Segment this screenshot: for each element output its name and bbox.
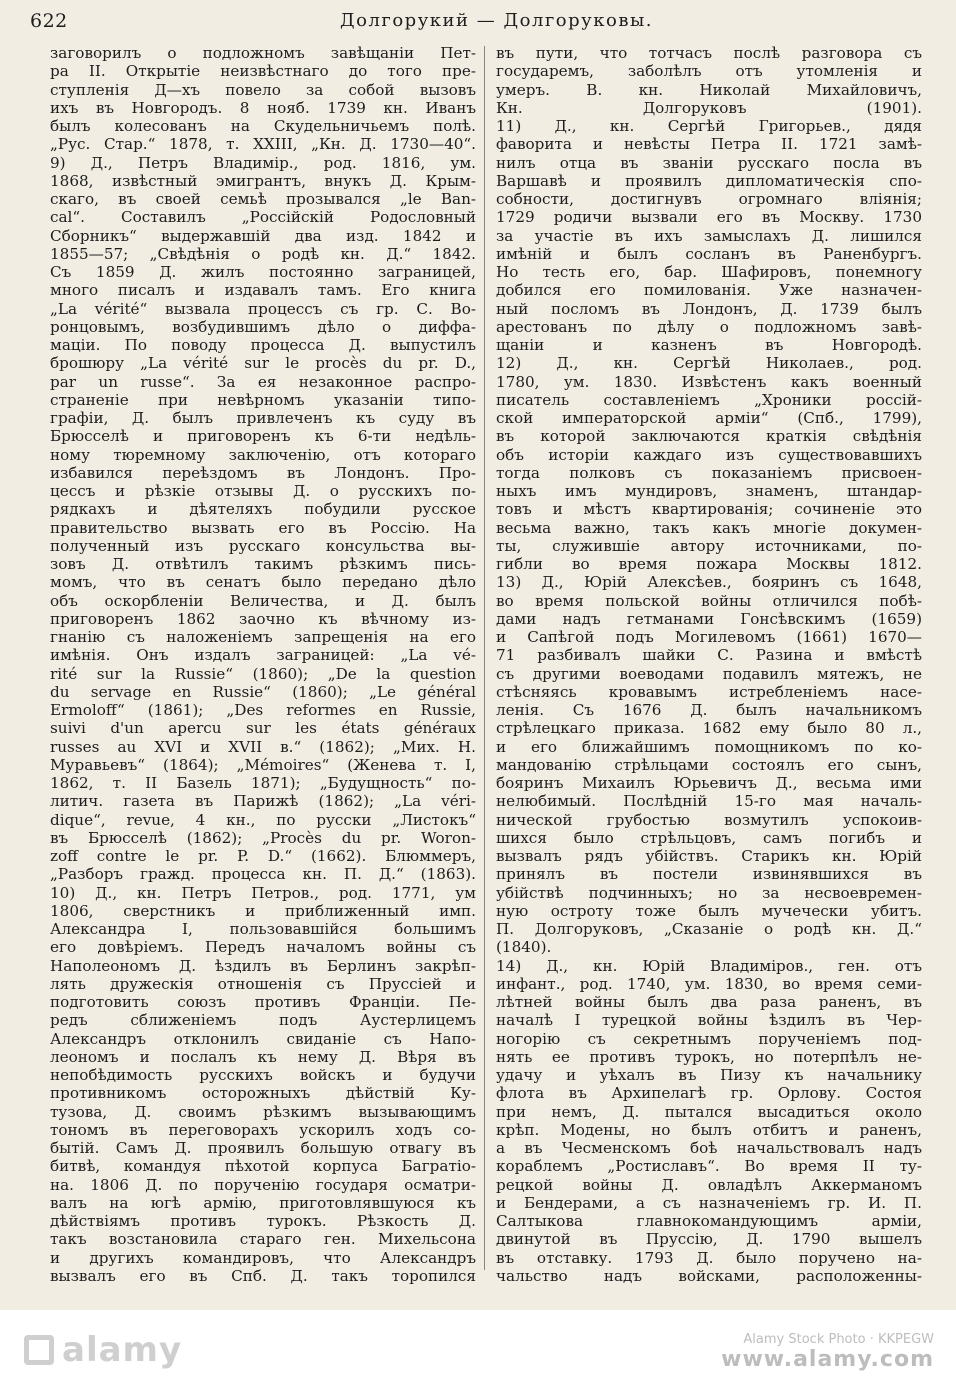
- text-line: „Разборъ гражд. процесса кн. П. Д.“ (1863).: [50, 865, 476, 884]
- text-line: du servage en Russie“ (1860); „Le général: [50, 682, 476, 701]
- running-head: Долгорукий — Долгоруковы.: [340, 10, 654, 31]
- text-line: вызвалъ рядъ убійствъ. Старикъ кн. Юрій: [496, 847, 922, 865]
- text-line: литич. газета въ Парижѣ (1862); „La véri-: [50, 792, 476, 811]
- text-line: добился его помилованія. Уже назначен-: [496, 281, 922, 300]
- text-line: тономъ въ переговорахъ ускорилъ ходъ со-: [50, 1120, 476, 1139]
- text-line: ному тюремному заключенію, отъ котораго: [50, 445, 476, 464]
- text-line: брошюру „La vérité sur le procès du pr. D.,: [50, 354, 476, 373]
- text-line: правительство вызвать его въ Россію. На: [50, 518, 476, 537]
- left-text-column: [50, 44, 476, 1285]
- text-line: 1729 родичи вызвали его въ Москву. 1730: [496, 208, 922, 227]
- text-line: ступленія Д—хъ повело за собой вызовъ: [50, 80, 476, 99]
- watermark-image-id: Alamy Stock Photo · KKPEGW: [743, 1332, 934, 1347]
- text-line: объ оскорбленіи Величества, и Д. былъ: [50, 591, 476, 610]
- text-line: флота въ Архипелагѣ гр. Орлову. Состоя: [496, 1084, 922, 1103]
- text-line: гибли во время пожара Москвы 1812.: [496, 555, 922, 573]
- text-line: леономъ и послалъ къ нему Д. Вѣря въ: [50, 1047, 476, 1066]
- text-line: 10) Д., кн. Петръ Петров., род. 1771, ум: [50, 883, 476, 902]
- text-line: и его ближайшимъ помощникомъ по ко-: [496, 737, 922, 756]
- text-line: въ отставку. 1793 Д. было поручено на-: [496, 1248, 922, 1267]
- right-text-column: [496, 44, 922, 1285]
- text-line: фаворита и невѣсты Петра II. 1721 замѣ-: [496, 135, 922, 154]
- text-line: при немъ, Д. пытался высадиться около: [496, 1102, 922, 1121]
- text-line: товъ и мѣстъ квартированія; сочиненіе это: [496, 500, 922, 519]
- text-line: избавился переѣздомъ въ Лондонъ. Про-: [50, 463, 476, 482]
- text-line: Наполеономъ Д. ѣздилъ въ Берлинъ закрѣп-: [50, 956, 476, 975]
- text-line: маціи. По поводу процесса Д. выпустилъ: [50, 336, 476, 354]
- text-line: 1855—57; „Свѣдѣнія о родѣ кн. Д.“ 1842.: [50, 244, 476, 263]
- text-line: страненіе при невѣрномъ указаніи типо-: [50, 390, 476, 409]
- text-line: Кн. Долгоруковъ (1901).: [496, 98, 922, 117]
- text-line: нилъ отца въ званіи русскаго посла въ: [496, 153, 922, 172]
- text-line: въ которой заключаются краткія свѣдѣнія: [496, 427, 922, 446]
- text-line: а въ Чесменскомъ боѣ начальствовалъ надъ: [496, 1139, 922, 1157]
- text-line: чальство надъ войсками, расположенны-: [496, 1266, 922, 1285]
- text-line: мандованію стрѣльцами состоялъ его сынъ,: [496, 755, 922, 774]
- text-line: писатель составленіемъ „Хроники россій-: [496, 390, 922, 409]
- text-line: полученный изъ русскаго консульства вы-: [50, 536, 476, 555]
- text-line: 1780, ум. 1830. Извѣстенъ какъ военный: [496, 372, 922, 391]
- text-line: удачу и уѣхалъ въ Пизу къ начальнику: [496, 1066, 922, 1084]
- text-line: Варшавѣ и проявилъ дипломатическія спо-: [496, 171, 922, 190]
- text-line: и Бендерами, а съ назначеніемъ гр. И. П.: [496, 1193, 922, 1212]
- text-line: нелюбимый. Послѣдній 15-го мая началь-: [496, 792, 922, 811]
- text-line: за участіе въ ихъ замыслахъ Д. лишился: [496, 226, 922, 245]
- text-line: 9) Д., Петръ Владимір., род. 1816, ум.: [50, 153, 476, 172]
- text-line: арестованъ по дѣлу о подложномъ завѣ-: [496, 317, 922, 336]
- text-line: zoff contre le pr. P. D.“ (1662). Блюммеръ,: [50, 847, 476, 865]
- text-line: подготовить союзъ противъ Франціи. Пе-: [50, 993, 476, 1011]
- logo-box-icon: [24, 1335, 54, 1365]
- text-line: гнанію съ наложеніемъ запрещенія на его: [50, 628, 476, 646]
- text-line: ногорію съ секретнымъ порученіемъ под-: [496, 1029, 922, 1048]
- text-line: государемъ, заболѣлъ отъ утомленія и: [496, 62, 922, 81]
- text-line: непобѣдимость русскихъ войскъ и будучи: [50, 1066, 476, 1084]
- text-line: рядкахъ и дѣятеляхъ побудили русское: [50, 500, 476, 519]
- text-line: „La vérité“ вызвала процессъ съ гр. С. Во-: [50, 299, 476, 318]
- text-line: 1806, сверстникъ и приближенный имп.: [50, 901, 476, 920]
- text-line: убійствѣ подчинныхъ; но за несвоевремен-: [496, 883, 922, 902]
- text-line: Салтыкова главнокомандующимъ арміи,: [496, 1212, 922, 1230]
- text-line: приговоренъ 1862 заочно къ вѣчному из-: [50, 609, 476, 628]
- text-line: кораблемъ „Ростиславъ“. Во время II ту-: [496, 1157, 922, 1176]
- text-line: собности, достигнувъ огромнаго вліянія;: [496, 190, 922, 208]
- text-line: умеръ. В. кн. Николай Михайловичъ,: [496, 80, 922, 99]
- text-line: (1840).: [496, 938, 552, 957]
- text-line: такъ возстановила стараго ген. Михельсона: [50, 1230, 476, 1249]
- text-line: тогда полковъ съ показаніемъ присвоен-: [496, 463, 922, 482]
- text-line: валъ на югѣ армію, приготовлявшуюся къ: [50, 1193, 476, 1212]
- text-line: инфант., род. 1740, ум. 1830, во время семи-: [496, 974, 922, 993]
- text-line: Ermoloff“ (1861); „Des reformes en Russie,: [50, 701, 476, 719]
- text-line: и Сапѣгой подъ Могилевомъ (1661) 1670—: [496, 628, 922, 646]
- text-line: cal“. Составилъ „Россійскій Родословный: [50, 208, 476, 227]
- text-line: во время польской войны отличился побѣ-: [496, 591, 922, 610]
- page-number: 622: [30, 10, 68, 32]
- text-line: весьма важно, такъ какъ многіе докумен-: [496, 518, 922, 537]
- text-line: редъ сближеніемъ подъ Аустерлицемъ: [50, 1011, 476, 1030]
- text-line: съ другими воеводами подавилъ мятежъ, не: [496, 664, 922, 683]
- text-line: П. Долгоруковъ, „Сказаніе о родѣ кн. Д.“: [496, 920, 922, 938]
- text-line: Брюсселѣ и приговоренъ къ 6-ти недѣль-: [50, 427, 476, 446]
- text-line: шихся было стрѣльцовъ, самъ погибъ и: [496, 828, 922, 847]
- text-line: бытій. Самъ Д. проявилъ большую отвагу въ: [50, 1139, 476, 1157]
- text-line: дѣйствіямъ противъ турокъ. Рѣзкость Д.: [50, 1212, 476, 1230]
- text-line: „Рус. Стар.“ 1878, т. XXIII, „Кн. Д. 1730—40“.: [50, 135, 476, 154]
- text-line: дами надъ гетманами Гонсѣвскимъ (1659): [496, 609, 922, 628]
- text-line: битвѣ, командуя пѣхотой корпуса Багратіо-: [50, 1157, 476, 1176]
- text-line: russes au XVI и XVII в.“ (1862); „Мих. Н.: [50, 737, 476, 756]
- text-line: 1868, извѣстный эмигрантъ, внукъ Д. Крым-: [50, 171, 476, 190]
- text-line: 14) Д., кн. Юрій Владиміров., ген. отъ: [496, 956, 922, 975]
- text-line: двинутой въ Пруссію, Д. 1790 вышелъ: [496, 1230, 922, 1249]
- text-line: много писалъ и издавалъ тамъ. Его книга: [50, 281, 476, 300]
- text-line: на. 1806 Д. по порученію государя осматри-: [50, 1175, 476, 1194]
- text-line: имѣнія. Онъ издалъ заграницей: „La vé-: [50, 646, 476, 665]
- text-line: 71 разбивалъ шайки С. Разина и вмѣстѣ: [496, 646, 922, 665]
- text-line: графіи, Д. былъ привлеченъ къ суду въ: [50, 409, 476, 427]
- text-line: цессъ и рѣзкіе отзывы Д. о русскихъ по-: [50, 482, 476, 500]
- logo-text: alamy: [62, 1330, 183, 1370]
- text-line: ра II. Открытіе неизвѣстнаго до того пре-: [50, 62, 476, 81]
- text-line: и другихъ командировъ, что Александръ: [50, 1248, 476, 1267]
- text-line: тузова, Д. своимъ рѣзкимъ вызывающимъ: [50, 1102, 476, 1121]
- text-line: бояринъ Михаилъ Юрьевичъ Д., весьма ими: [496, 774, 922, 792]
- text-line: Съ 1859 Д. жилъ постоянно заграницей,: [50, 263, 476, 281]
- text-line: ный посломъ въ Лондонъ, Д. 1739 былъ: [496, 299, 922, 318]
- text-line: стѣсняясь кровавымъ истребленіемъ насе-: [496, 682, 922, 701]
- text-line: 1862, т. II Базель 1871); „Будущность“ по-: [50, 774, 476, 792]
- text-line: ронцовымъ, возбудившимъ дѣло о диффа-: [50, 317, 476, 336]
- watermark-caption: [721, 1332, 934, 1372]
- text-line: ской императорской арміи“ (Спб., 1799),: [496, 409, 922, 427]
- text-line: suivi d'un apercu sur les états généraux: [50, 719, 476, 738]
- text-line: вызвалъ его въ Спб. Д. такъ торопился: [50, 1266, 476, 1285]
- text-line: въ Брюсселѣ (1862); „Procès du pr. Woron-: [50, 828, 476, 847]
- text-line: dique“, revue, 4 кн., по русски „Листокъ“: [50, 810, 476, 829]
- text-line: скаго, въ своей семьѣ прозывался „le Ban-: [50, 190, 476, 208]
- text-line: Александра I, пользовавшійся большимъ: [50, 920, 476, 938]
- text-line: лять дружескія отношенія съ Пруссіей и: [50, 974, 476, 993]
- text-line: зовъ Д. отвѣтилъ такимъ рѣзкимъ пись-: [50, 555, 476, 573]
- text-line: его довѣріемъ. Передъ началомъ войны съ: [50, 938, 476, 957]
- text-line: Сборникъ“ выдержавшій два изд. 1842 и: [50, 226, 476, 245]
- column-divider: [484, 46, 485, 1270]
- text-line: имѣній и былъ сосланъ въ Раненбургъ.: [496, 244, 922, 263]
- text-line: Но тесть его, бар. Шафировъ, понемногу: [496, 263, 922, 281]
- text-line: рецкой войны Д. овладѣлъ Аккерманомъ: [496, 1175, 922, 1194]
- text-line: щаніи и казненъ въ Новгородѣ.: [496, 336, 922, 354]
- text-line: въ пути, что тотчасъ послѣ разговора съ: [496, 44, 922, 62]
- watermark-site: www.alamy.com: [721, 1347, 934, 1372]
- text-line: 13) Д., Юрій Алексѣев., бояринъ съ 1648,: [496, 573, 922, 592]
- text-line: ихъ въ Новгородъ. 8 нояб. 1739 кн. Иванъ: [50, 98, 476, 117]
- text-line: объ исторіи каждаго изъ существовавшихъ: [496, 445, 922, 464]
- text-line: 12) Д., кн. Сергѣй Николаев., род.: [496, 354, 922, 373]
- text-line: былъ колесованъ на Скудельничьемъ полѣ.: [50, 117, 476, 135]
- text-line: началѣ I турецкой войны ѣздилъ въ Чер-: [496, 1011, 922, 1030]
- text-line: нической грубостью возмутилъ успокоив-: [496, 810, 922, 829]
- text-line: Муравьевъ“ (1864); „Mémoires“ (Женева т. I,: [50, 755, 476, 774]
- text-line: ную остроту тоже былъ мучечески убитъ.: [496, 901, 922, 920]
- text-line: par un russe“. За ея незаконное распро-: [50, 372, 476, 391]
- text-line: ныхъ имъ мундировъ, знаменъ, штандар-: [496, 482, 922, 500]
- text-line: 11) Д., кн. Сергѣй Григорьев., дядя: [496, 117, 922, 135]
- page-header: [30, 10, 920, 38]
- text-line: ленія. Съ 1676 Д. былъ начальникомъ: [496, 701, 922, 719]
- text-line: момъ, что въ сенатъ было передано дѣло: [50, 573, 476, 592]
- text-line: Александръ отклонилъ свиданіе съ Напо-: [50, 1029, 476, 1048]
- text-line: rité sur la Russie“ (1860); „De la question: [50, 664, 476, 683]
- text-line: противникомъ осторожныхъ дѣйствій Ку-: [50, 1084, 476, 1103]
- alamy-logo: [24, 1330, 182, 1370]
- text-line: заговорилъ о подложномъ завѣщаніи Пет-: [50, 44, 476, 62]
- text-line: лѣтней войны былъ два раза раненъ, въ: [496, 993, 922, 1011]
- text-line: крѣп. Модены, но былъ отбитъ и раненъ,: [496, 1120, 922, 1139]
- text-line: стрѣлецкаго приказа. 1682 ему было 80 л.,: [496, 719, 922, 738]
- text-line: нять ее противъ турокъ, но потерпѣлъ не-: [496, 1047, 922, 1066]
- text-line: ты, служившіе автору источниками, по-: [496, 536, 922, 555]
- text-line: принялъ въ постели извинявшихся въ: [496, 865, 922, 884]
